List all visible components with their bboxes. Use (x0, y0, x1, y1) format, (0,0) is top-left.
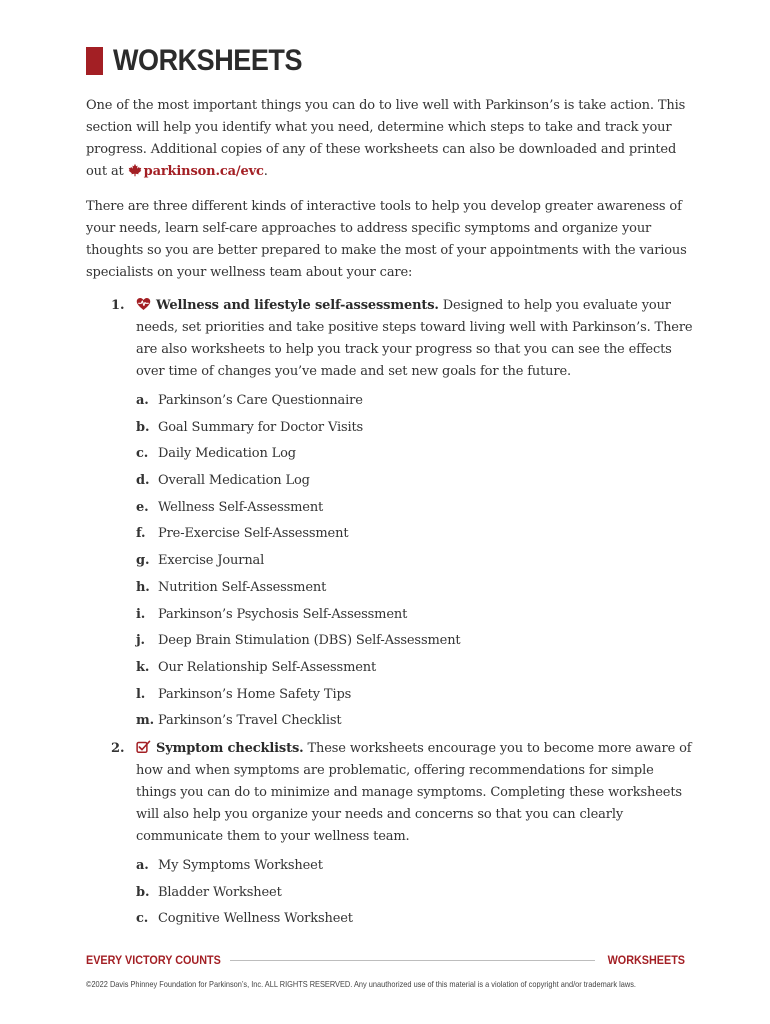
footer-divider (230, 960, 595, 961)
item-label: Wellness Self-Assessment (158, 499, 324, 515)
item-label: My Symptoms Worksheet (158, 858, 323, 873)
item-letter: h. (136, 579, 150, 595)
item-label: Bladder Worksheet (158, 884, 282, 900)
item-letter: c. (136, 911, 149, 927)
item-letter: e. (136, 499, 149, 515)
section-2 (111, 738, 696, 933)
list-item (136, 906, 696, 933)
item-label: Parkinson’s Travel Checklist (158, 713, 342, 729)
footer-left-label: EVERY VICTORY COUNTS (86, 953, 221, 967)
heart-pulse-icon (136, 297, 151, 311)
list-item (136, 708, 696, 735)
list-item (136, 655, 696, 682)
evc-link[interactable]: parkinson.ca/evc (143, 164, 264, 179)
intro-end: . (263, 164, 268, 179)
list-item (136, 575, 696, 602)
list-item (136, 415, 696, 442)
item-label: Overall Medication Log (158, 473, 310, 489)
item-label: Parkinson’s Home Safety Tips (158, 686, 352, 702)
intro-paragraph-1 (86, 95, 691, 183)
item-letter: b. (136, 884, 150, 900)
section-title: Wellness and lifestyle self-assessments. (156, 298, 439, 313)
item-label: Daily Medication Log (158, 446, 296, 462)
list-item (136, 602, 696, 629)
item-letter: g. (136, 553, 150, 569)
list-item (136, 682, 696, 709)
item-letter: k. (136, 659, 150, 675)
copyright-notice: ©2022 Davis Phinney Foundation for Parkinson’s, Inc. ALL RIGHTS RESERVED. Any unauthorized use of this material is a violation of copyright and/or trademark laws. (86, 979, 636, 989)
list-item (136, 628, 696, 655)
section-1 (111, 295, 696, 735)
section-description (136, 738, 696, 848)
intro-text: One of the most important things you can do to live well with Parkinson’s is take action. This section will help you identify what you need, determine which steps to take and track your progress. Additional copies of any of these worksheets can also be downloaded and printed out at (86, 98, 686, 179)
intro-paragraph-2: There are three different kinds of interactive tools to help you develop greater awareness of your needs, learn self-care approaches to address specific symptoms and organize your thoughts so you are better prepared to make the most of your appointments with the various specialists on your wellness team about your care: (86, 199, 687, 280)
maple-leaf-icon (128, 163, 142, 177)
section-title: Symptom checklists. (156, 741, 304, 756)
page-header (86, 44, 323, 78)
footer (86, 951, 685, 969)
section-text: These worksheets encourage you to become more aware of how and when symptoms are problematic, offering recommendations for simple things you can do to minimize and manage symptoms. Completing these worksheets will also help you organize your needs and concerns so that you can clearly communicate them to your wellness team. (136, 741, 692, 844)
item-label: Deep Brain Stimulation (DBS) Self-Assessment (158, 633, 461, 649)
list-item (136, 548, 696, 575)
item-label: Parkinson’s Psychosis Self-Assessment (158, 606, 408, 622)
list-item (136, 853, 696, 880)
checkbox-icon (136, 740, 151, 754)
page-title: WORKSHEETS (113, 44, 303, 77)
worksheet-list-2 (136, 853, 696, 933)
item-label: Our Relationship Self-Assessment (158, 659, 377, 675)
section-number: 2. (111, 741, 125, 756)
footer-right-label: WORKSHEETS (607, 953, 685, 967)
item-letter: b. (136, 419, 150, 435)
item-letter: m. (136, 713, 154, 729)
section-text: Designed to help you evaluate your needs, set priorities and take positive steps toward living well with Parkinson’s. There are also worksheets to help you track your progress so that you can see the effects over time of changes you’ve made and set new goals for the future. (136, 298, 693, 379)
list-item (136, 880, 696, 907)
worksheet-list-1 (136, 388, 696, 735)
title-accent-bar (86, 47, 103, 75)
list-item (136, 468, 696, 495)
item-label: Cognitive Wellness Worksheet (158, 911, 353, 927)
section-description (136, 295, 696, 383)
item-letter: d. (136, 473, 150, 489)
item-label: Nutrition Self-Assessment (158, 579, 327, 595)
item-letter: c. (136, 446, 149, 462)
list-item (136, 441, 696, 468)
item-letter: i. (136, 606, 146, 622)
item-letter: a. (136, 393, 149, 408)
section-number: 1. (111, 298, 125, 313)
list-item (136, 521, 696, 548)
item-letter: f. (136, 526, 146, 542)
item-letter: a. (136, 858, 149, 873)
item-letter: l. (136, 686, 146, 702)
list-item (136, 388, 696, 415)
item-label: Parkinson’s Care Questionnaire (158, 393, 363, 408)
item-label: Exercise Journal (158, 553, 265, 569)
item-letter: j. (136, 633, 145, 649)
list-item (136, 495, 696, 522)
item-label: Goal Summary for Doctor Visits (158, 419, 364, 435)
item-label: Pre-Exercise Self-Assessment (158, 526, 349, 542)
